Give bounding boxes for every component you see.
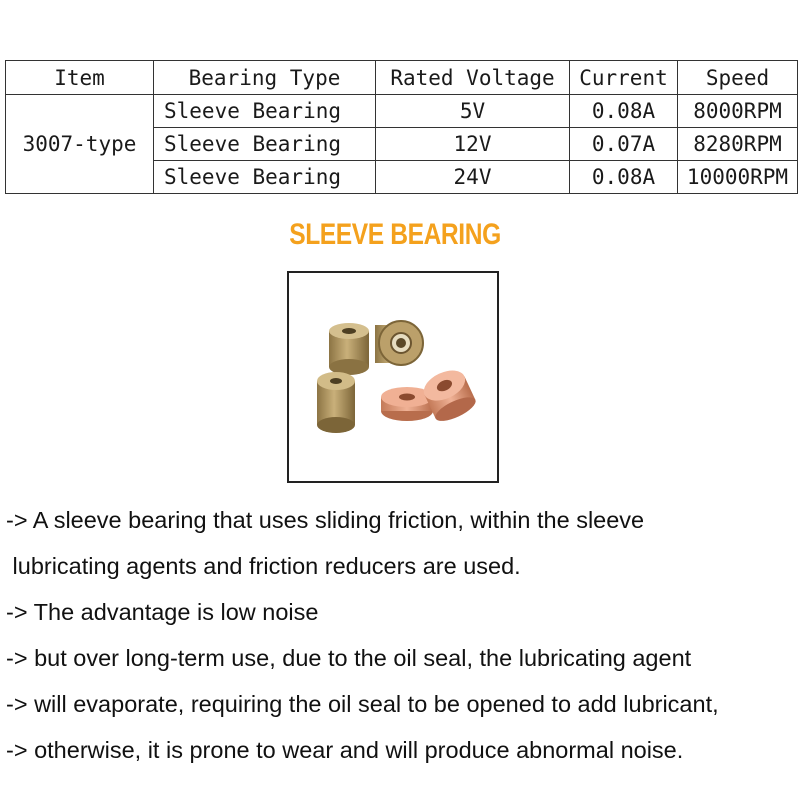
current-cell: 0.08A	[570, 95, 678, 128]
notes-section	[6, 497, 796, 773]
header-speed: Speed	[678, 61, 798, 95]
voltage-cell: 5V	[376, 95, 570, 128]
speed-cell: 8000RPM	[678, 95, 798, 128]
voltage-cell: 12V	[376, 128, 570, 161]
header-rated-voltage: Rated Voltage	[376, 61, 570, 95]
current-cell: 0.07A	[570, 128, 678, 161]
speed-cell: 8280RPM	[678, 128, 798, 161]
table-header-row	[6, 61, 798, 95]
header-bearing-type: Bearing Type	[154, 61, 376, 95]
bearing-type-cell: Sleeve Bearing	[154, 95, 376, 128]
sleeve-bearing-headline: SLEEVE BEARING	[289, 218, 501, 251]
brass-bearing-3	[317, 372, 355, 433]
note-line: lubricating agents and friction reducers are used.	[6, 553, 521, 579]
brass-bearing-2	[375, 321, 423, 365]
note-line: -> The advantage is low noise	[6, 599, 319, 625]
bearing-photo	[287, 271, 499, 483]
bearing-type-cell: Sleeve Bearing	[154, 128, 376, 161]
note-line: -> will evaporate, requiring the oil seal to be opened to add lubricant,	[6, 691, 719, 717]
note-line: -> A sleeve bearing that uses sliding friction, within the sleeve	[6, 507, 645, 533]
current-cell: 0.08A	[570, 161, 678, 194]
header-item: Item	[6, 61, 154, 95]
brass-bearing-1	[329, 323, 369, 375]
sleeve-bearings-illustration	[289, 273, 497, 481]
note-line: -> otherwise, it is prone to wear and will produce abnormal noise.	[6, 737, 684, 763]
voltage-cell: 24V	[376, 161, 570, 194]
item-cell: 3007-type	[6, 95, 154, 194]
speed-cell: 10000RPM	[678, 161, 798, 194]
header-current: Current	[570, 61, 678, 95]
bearing-type-cell: Sleeve Bearing	[154, 161, 376, 194]
note-line: -> but over long-term use, due to the oil seal, the lubricating agent	[6, 645, 692, 671]
specs-table	[5, 60, 798, 194]
table-row	[6, 95, 798, 128]
